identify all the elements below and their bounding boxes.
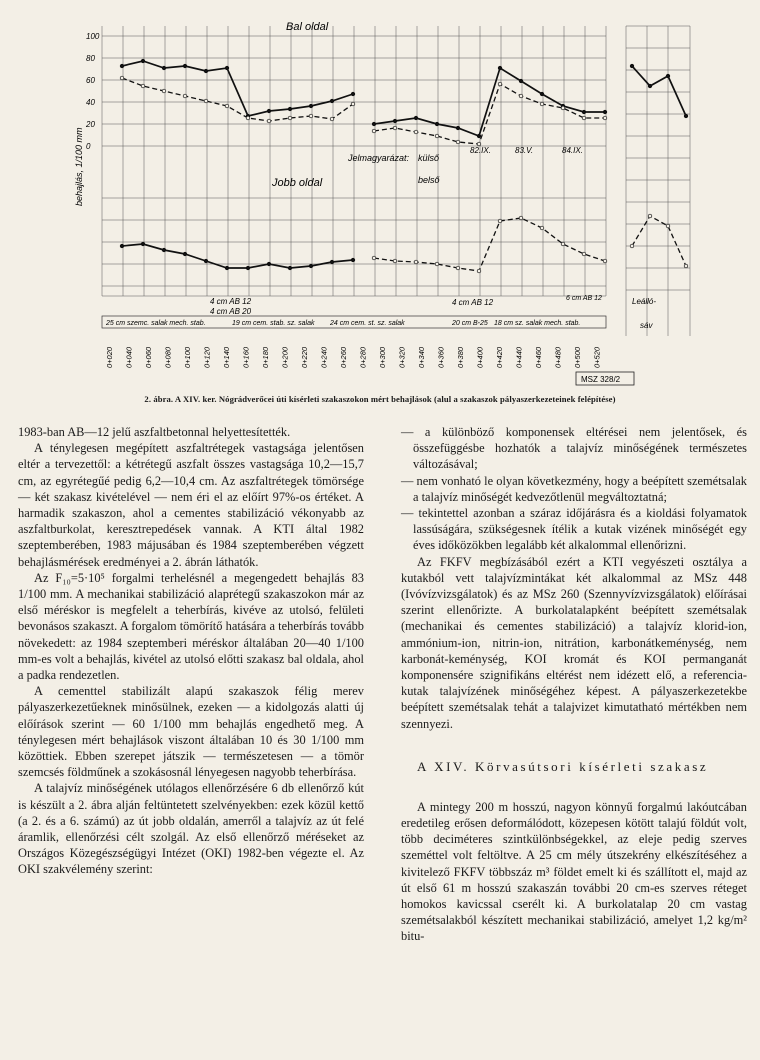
y-tick-label: 60 [86, 76, 95, 85]
deflection-curve [632, 216, 686, 266]
data-point [477, 134, 481, 138]
data-point [393, 259, 397, 263]
data-point [456, 140, 460, 144]
data-point [540, 92, 544, 96]
paragraph: — a különböző komponensek eltérései nem jelentősek, és összefüggésbe hozhatók a talajvíz minőségének természetes változásával; [401, 425, 747, 472]
data-point [435, 134, 439, 138]
data-point [435, 122, 439, 126]
data-point [330, 117, 334, 121]
right-column [401, 424, 747, 945]
data-point [204, 99, 208, 103]
layer-4: 20 cm B-25 [452, 320, 488, 327]
data-point [393, 126, 397, 130]
station-label: 0+480 [553, 346, 563, 368]
paragraph: — tekintettel azonban a száraz időjárásra és a kioldási folyamatok lassúságára, szükségesnek ítélik a kutak vizének minőségét egy éves időközökben legalább két alkalommal ellenőrizni. [401, 506, 747, 553]
data-point [246, 266, 250, 270]
station-label: 0+100 [183, 346, 192, 368]
data-point [225, 104, 229, 108]
data-point [120, 244, 124, 248]
data-point [225, 266, 229, 270]
deflection-curve [374, 84, 605, 144]
data-point [288, 266, 292, 270]
station-label: 0+080 [163, 346, 173, 368]
legend [347, 146, 583, 185]
station-label: 0+460 [534, 346, 543, 368]
data-point [498, 82, 502, 86]
data-point [582, 110, 586, 114]
station-label: 0+120 [202, 346, 212, 368]
left-column [18, 424, 364, 878]
data-point [582, 116, 586, 120]
data-point [561, 106, 565, 110]
legend-date-2: 83.V. [515, 146, 534, 155]
station-label: 0+280 [358, 346, 368, 368]
station-label: 0+060 [144, 346, 153, 368]
data-point [684, 264, 688, 268]
data-point [162, 66, 166, 70]
paragraph: — nem vonható le olyan következmény, hogy a beépített szemétsalak a talajvíz minőségét kedvezőtlenül megváltoztatná; [401, 473, 747, 504]
data-point [141, 84, 145, 88]
side-label-1: Leálló- [632, 297, 657, 306]
station-label: 0+380 [456, 346, 465, 368]
figure-caption: 2. ábra. A XIV. ker. Nógrádverőcei úti kísérleti szakaszokon mért behajlások (alul a szakaszok pályaszerkezeteinek felépítése) [144, 394, 616, 404]
section-heading: A XIV. Körvasútsori kísérleti szakasz [417, 758, 709, 774]
station-label: 0+520 [592, 346, 602, 368]
data-point [498, 66, 502, 70]
data-point [519, 94, 523, 98]
data-point [267, 109, 271, 113]
station-label: 0+400 [475, 346, 485, 368]
station-label: 0+220 [300, 346, 309, 368]
data-point [351, 258, 355, 262]
y-tick-label: 20 [86, 120, 95, 129]
paragraph: Az FKFV megbízásából ezért a KTI vegyészeti osztálya a kutakból vett talajvízmintákat két alkalommal az MSz 448 (Ivóvízvizsgálatok) és az MSz 260 (Szennyvízvizsgálatok) előírásai szerint ellenőrizte. A burkolatalapként beépített szemétsalak (mechanikai és cementes stabilizáció) a talajvíz klorid-ion, ammónium-ion, nitrin-ion, nitrátion, karbonátkeménység, nem karbonát-keménység, KOI kromát és KOI permanganát komponensére szignifikáns eltérést nem idézett elő, a referencia-kutak talajvízének minőségéhez képest. A pályaszerkezetekbe beépített szemétsalak tehát a talajvizet kimutatható mértékben nem szennyezi. [401, 554, 747, 731]
station-label: 0+200 [280, 346, 290, 368]
data-point [267, 262, 271, 266]
station-label: 0+180 [261, 346, 270, 368]
data-point [372, 122, 376, 126]
data-point [603, 110, 607, 114]
data-point [204, 69, 208, 73]
data-point [162, 89, 166, 93]
data-point [183, 94, 187, 98]
data-point [498, 219, 502, 223]
station-label: 0+340 [417, 346, 426, 368]
data-point [141, 242, 145, 246]
y-tick-label: 80 [86, 54, 95, 63]
data-point [141, 59, 145, 63]
data-point [666, 224, 670, 228]
legend-title: Jelmagyarázat: [348, 153, 410, 163]
data-point [120, 76, 124, 80]
layer-3: 24 cm cem. st. sz. salak [330, 320, 405, 327]
layer-2: 19 cm cem. stab. sz. salak [232, 320, 315, 327]
station-label: 0+440 [514, 346, 524, 368]
data-point [456, 266, 460, 270]
data-point [183, 252, 187, 256]
section-note-2: 4 cm AB 20 [210, 307, 252, 316]
data-point [351, 92, 355, 96]
y-axis-label: behajlás, 1/100 mm [74, 127, 84, 206]
station-label: 0+360 [436, 346, 446, 368]
station-label: 0+300 [378, 346, 387, 368]
data-point [183, 64, 187, 68]
data-point [309, 264, 313, 268]
y-tick-label: 0 [86, 142, 91, 151]
data-point [582, 252, 586, 256]
deflection-curve [122, 61, 353, 116]
section-note-3: 4 cm AB 12 [452, 298, 494, 307]
data-point [267, 119, 271, 123]
data-point [561, 242, 565, 246]
section-note-4: 6 cm AB 12 [566, 295, 602, 302]
data-point [477, 269, 481, 273]
layer-1: 25 cm szemc. salak mech. stab. [106, 320, 206, 327]
station-label: 0+420 [495, 346, 504, 368]
station-label: 0+240 [319, 346, 329, 368]
layer-5: 18 cm sz. salak mech. stab. [494, 320, 581, 327]
station-label: 0+260 [339, 346, 348, 368]
y-tick-label: 100 [86, 32, 100, 41]
data-point [684, 114, 688, 118]
data-point [372, 129, 376, 133]
station-label: 0+020 [105, 346, 114, 368]
deflection-curve [122, 244, 353, 268]
y-tick-label: 40 [86, 98, 95, 107]
data-point [414, 260, 418, 264]
station-label: 0+320 [397, 346, 407, 368]
deflection-chart [10, 6, 750, 388]
data-point [648, 84, 652, 88]
legend-date-1: 82.IX. [470, 146, 491, 155]
code-label: MSZ 328/2 [581, 375, 621, 384]
data-point [540, 226, 544, 230]
data-point [540, 102, 544, 106]
data-point [414, 130, 418, 134]
data-point [309, 114, 313, 118]
paragraph: Az F₁₀=5·10⁵ forgalmi terhelésnél a megengedett behajlás 83 1/100 mm. A mechanikai stabilizáció alaprétegű szakaszokon már az első méréskor is megfelelt a teherbírás, kivéve az utolsó, felületi bevonásos szakaszt. A forgalom tömörítő hatására a teherbírás tovább növekedett: az 1984 szeptemberi méréskor általában 20—40 1/100 mm-es volt a behajlás, kivétel az utolsó előtti szakasz bal oldala, ahol a padka rendezetlen. [18, 570, 364, 683]
data-point [519, 79, 523, 83]
data-point [246, 116, 250, 120]
data-point [225, 66, 229, 70]
data-point [162, 248, 166, 252]
data-point [648, 214, 652, 218]
station-label: 0+140 [222, 346, 231, 368]
data-point [630, 64, 634, 68]
data-point [666, 74, 670, 78]
side-label-2: sáv [640, 321, 653, 330]
paragraph: A talajvíz minőségének utólagos ellenőrzésére 6 db ellenőrző kút is készült a 2. ábra alján feltüntetett szelvényekben: ezek közül kettő (a 2. és a 6. számú) az út jobb oldalán, amerről a talajvíz az út felé áramlik, ellenőrzési célt szolgál. Az első ellenőrző méréseket az Országos Közegészségügyi Intézet (OKI) 1982-ben végezte el. Az OKI szakvélemény szerint: [18, 781, 364, 877]
data-point [330, 260, 334, 264]
data-point [414, 116, 418, 120]
data-point [351, 102, 355, 106]
data-point [204, 259, 208, 263]
section-note-1: 4 cm AB 12 [210, 297, 252, 306]
legend-belso: belső [418, 175, 440, 185]
paragraph: A ténylegesen megépített aszfaltrétegek vastagsága jelentősen eltér a tervezettől: a kétrétegű aszfalt összes vastagsága 10,2—15,7 cm, az egyrétegűé pedig 6,2—10,4 cm. Az aszfaltrétegek tömörsége — két szakasz kivételével — nem éri el az előírt 97%-os értéket. A harmadik szakaszon, ahol a cementes stabilizáció vékonyabb az aszfaltburkolat, keresztrepedések vannak. A KTI által 1982 szeptemberében, 1983 májusában és 1984 szeptemberében végzett behajlásmérések eredményei a 2. ábrán láthatók. [18, 441, 364, 569]
top-panel-title: Bal oldal [286, 21, 329, 33]
paragraph: A mintegy 200 m hosszú, nagyon könnyű forgalmú lakóutcában eredetileg erősen deformálódott, közepesen kötött talajú földút volt, több deciméteres szintkülönbségekkel, az eleje pedig szerves szeméttel volt feltöltve. A 25 cm mély útszekrény elkészítéséhez a kivitelező FKFV többszáz m³ földet emelt ki és szállított el, majd az út első 61 m hosszú szakaszán további 20 cm-es szerves réteget homokos kavicssal cserélt ki. A burkolatalap 20 cm vastag szemétsalakból készített mechanikai stabilizáció, amelyet 1,2 kg/m² bitu- [401, 799, 747, 944]
deflection-curve [122, 78, 353, 121]
data-point [456, 126, 460, 130]
data-point [372, 256, 376, 260]
data-point [630, 244, 634, 248]
legend-kulso: külső [418, 153, 440, 163]
bottom-panel-title: Jobb oldal [272, 177, 323, 189]
data-point [519, 216, 523, 220]
paragraph: 1983-ban AB—12 jelű aszfaltbetonnal helyettesítették. [18, 425, 291, 439]
station-label: 0+500 [573, 346, 582, 368]
legend-date-3: 84.IX. [562, 146, 583, 155]
data-point [288, 107, 292, 111]
station-label: 0+040 [124, 346, 134, 368]
data-point [393, 119, 397, 123]
data-point [330, 99, 334, 103]
deflection-curve [374, 218, 605, 271]
deflection-figure [10, 6, 750, 388]
data-point [435, 262, 439, 266]
data-point [603, 116, 607, 120]
data-point [309, 104, 313, 108]
paragraph: A cementtel stabilizált alapú szakaszok félig merev pályaszerkezetűeknek minősülnek, ezeken — a kidolgozás alatti új előírások szerint — 60 1/100 mm behajlás engedhető meg. A ténylegesen mért behajlások viszont általában 10 és 30 1/100 mm közöttiek. Ebben szerepet játszik — természetesen — a tömör szemcsés földműnek a szokásosnál lényegesen nagyobb teherbírása. [18, 684, 364, 780]
data-point [603, 259, 607, 263]
deflection-curve [632, 66, 686, 116]
data-point [288, 116, 292, 120]
data-point [120, 64, 124, 68]
station-label: 0+160 [241, 346, 251, 368]
